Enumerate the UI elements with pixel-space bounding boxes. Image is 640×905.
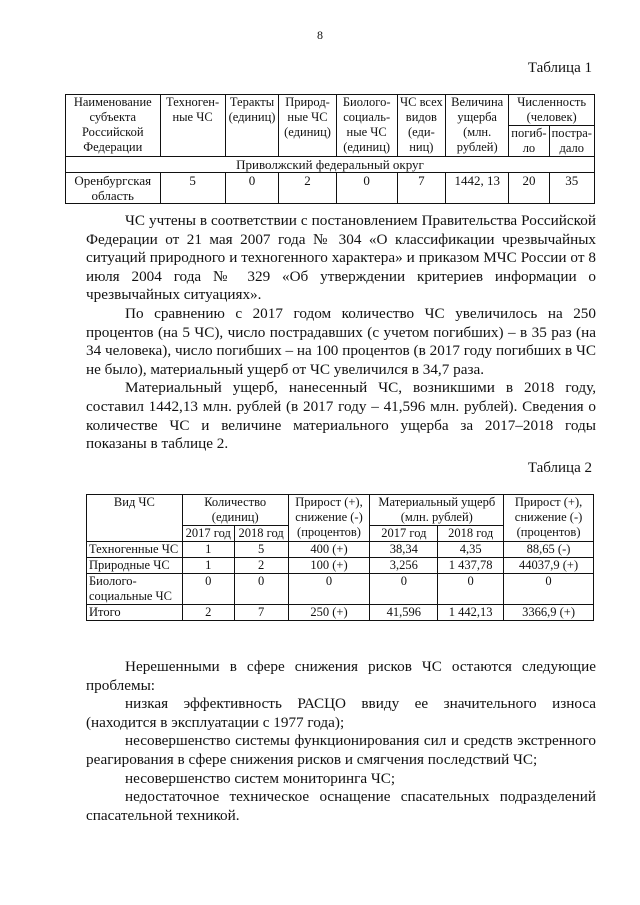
t2-cell-growth: 400 (+) xyxy=(288,542,370,558)
text-section-1 xyxy=(86,212,596,454)
t2-cell-count-2017: 2 xyxy=(182,605,234,621)
t2-cell-damage-2018: 0 xyxy=(438,574,504,605)
t2-cell-damage-2018: 4,35 xyxy=(438,542,504,558)
t2-cell-count-2018: 2 xyxy=(234,558,288,574)
t2-cell-count-2017: 0 xyxy=(182,574,234,605)
paragraph: низкая эффективность РАСЦО ввиду ее значительного износа (находится в эксплуатации с 1977 года); xyxy=(86,695,596,731)
paragraph: несовершенство систем мониторинга ЧС; xyxy=(125,769,396,787)
t2-header-count-2017: 2017 год xyxy=(182,526,234,542)
table-row xyxy=(87,574,594,605)
t2-cell-damage-2017: 38,34 xyxy=(370,542,438,558)
t2-header-damage-2018: 2018 год xyxy=(438,526,504,542)
t1-header-biosocial: Биолого-социаль-ные ЧС (единиц) xyxy=(336,95,397,157)
t2-cell-growth: 0 xyxy=(288,574,370,605)
t2-cell-damage-2018: 1 437,78 xyxy=(438,558,504,574)
t1-cell-injured: 35 xyxy=(549,173,594,204)
t1-header-technogenic: Техноген-ные ЧС xyxy=(160,95,225,157)
paragraph: недостаточное техническое оснащение спасательных подразделений спасательной техникой. xyxy=(86,788,596,824)
t1-cell-terror: 0 xyxy=(225,173,279,204)
t2-header-type: Вид ЧС xyxy=(87,495,183,542)
t2-cell-count-2018: 0 xyxy=(234,574,288,605)
t1-cell-natural: 2 xyxy=(279,173,336,204)
t2-cell-damage-2018: 1 442,13 xyxy=(438,605,504,621)
t2-cell-count-2017: 1 xyxy=(182,558,234,574)
t1-cell-biosocial: 0 xyxy=(336,173,397,204)
t2-cell-type: Биолого-социальные ЧС xyxy=(87,574,183,605)
t1-district-row: Приволжский федеральный округ xyxy=(66,157,595,173)
paragraph: несовершенство системы функционирования сил и средств экстренного реагирования в сфере снижения рисков и смягчения последствий ЧС; xyxy=(86,732,596,768)
t2-cell-count-2018: 5 xyxy=(234,542,288,558)
t1-header-injured: постра-дало xyxy=(549,126,594,157)
t1-cell-total: 7 xyxy=(397,173,445,204)
t2-cell-growth: 250 (+) xyxy=(288,605,370,621)
page-number: 8 xyxy=(317,28,323,42)
t1-header-terror: Теракты (единиц) xyxy=(225,95,279,157)
t2-header-damage-2017: 2017 год xyxy=(370,526,438,542)
t2-cell-count-2017: 1 xyxy=(182,542,234,558)
table-2-caption: Таблица 2 xyxy=(527,460,592,476)
t1-header-natural: Природ-ные ЧС (единиц) xyxy=(279,95,336,157)
table-row xyxy=(66,173,595,204)
t2-cell-damage-growth: 3366,9 (+) xyxy=(504,605,594,621)
t2-cell-damage-2017: 3,256 xyxy=(370,558,438,574)
t1-header-total: ЧС всех видов (еди-ниц) xyxy=(397,95,445,157)
t1-cell-technogenic: 5 xyxy=(160,173,225,204)
t1-cell-name: Оренбургская область xyxy=(66,173,161,204)
text-section-2 xyxy=(86,658,596,825)
t2-cell-damage-growth: 44037,9 (+) xyxy=(504,558,594,574)
table-row xyxy=(87,542,594,558)
t1-header-damage: Величина ущерба (млн. рублей) xyxy=(446,95,509,157)
t1-header-name: Наименование субъекта Российской Федерации xyxy=(66,95,161,157)
t2-cell-type: Природные ЧС xyxy=(87,558,183,574)
t2-cell-damage-2017: 0 xyxy=(370,574,438,605)
paragraph: ЧС учтены в соответствии с постановлением Правительства Российской Федерации от 21 мая 2007 года № 304 «О классификации чрезвычайных ситуаций природного и техногенного характера» и приказом МЧС России от 8 июля 2004 года № 329 «Об утверждении критериев информации о чрезвычайных ситуациях». xyxy=(86,212,596,304)
table-row xyxy=(87,605,594,621)
table-1 xyxy=(65,94,595,204)
t1-cell-damage: 1442, 13 xyxy=(446,173,509,204)
t1-header-people: Численность (человек) xyxy=(509,95,595,126)
paragraph: Материальный ущерб, нанесенный ЧС, возникшими в 2018 году, составил 1442,13 млн. рублей (в 2017 году – 41,596 млн. рублей). Сведения о количестве ЧС и величине материального ущерба за 2017–2018 годы показаны в таблице 2. xyxy=(86,379,596,453)
t2-header-damage-growth: Прирост (+), снижение (-) (процентов) xyxy=(504,495,594,542)
t2-cell-count-2018: 7 xyxy=(234,605,288,621)
table-row xyxy=(87,558,594,574)
table-1-caption: Таблица 1 xyxy=(527,60,592,76)
table-2 xyxy=(86,494,594,621)
t2-cell-damage-growth: 88,65 (-) xyxy=(504,542,594,558)
t2-header-growth: Прирост (+), снижение (-) (процентов) xyxy=(288,495,370,542)
t2-cell-growth: 100 (+) xyxy=(288,558,370,574)
t2-header-count-2018: 2018 год xyxy=(234,526,288,542)
paragraph: По сравнению с 2017 годом количество ЧС увеличилось на 250 процентов (на 5 ЧС), число пострадавших (с учетом погибших) – в 35 раз (на 34 человека), число погибших – на 100 процентов (в 2017 году погибших в ЧС не было), материальный ущерб от ЧС увеличился в 34,7 раза. xyxy=(86,304,596,378)
t2-header-damage: Материальный ущерб (млн. рублей) xyxy=(370,495,504,526)
t2-header-count: Количество (единиц) xyxy=(182,495,288,526)
t2-cell-damage-2017: 41,596 xyxy=(370,605,438,621)
t1-header-dead: погиб-ло xyxy=(509,126,549,157)
paragraph: Нерешенными в сфере снижения рисков ЧС остаются следующие проблемы: xyxy=(86,658,596,694)
t2-cell-damage-growth: 0 xyxy=(504,574,594,605)
t2-cell-type: Итого xyxy=(87,605,183,621)
t1-cell-dead: 20 xyxy=(509,173,549,204)
t2-cell-type: Техногенные ЧС xyxy=(87,542,183,558)
